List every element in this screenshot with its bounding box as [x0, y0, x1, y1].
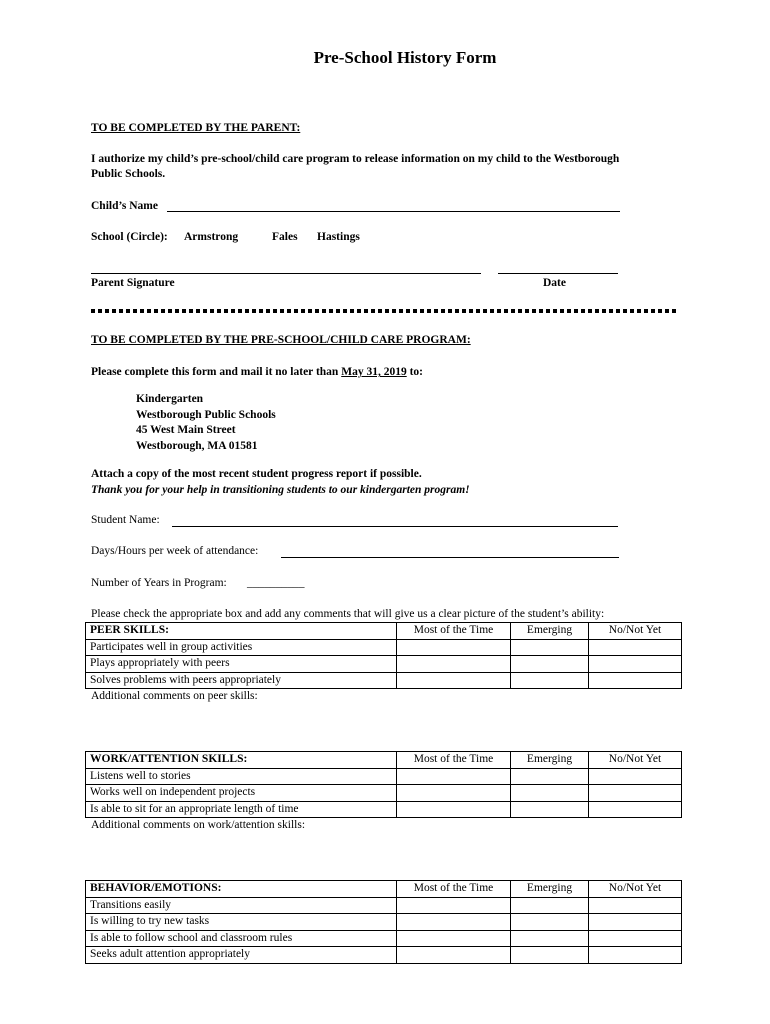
checkbox-cell[interactable] — [511, 897, 589, 914]
table-row — [86, 639, 682, 656]
checkbox-cell[interactable] — [589, 801, 682, 818]
authorize-text-line2: Public Schools. — [91, 168, 166, 180]
checkbox-cell[interactable] — [397, 897, 511, 914]
skill-label: Plays appropriately with peers — [86, 656, 397, 673]
column-header: Emerging — [511, 881, 589, 898]
years-label: Number of Years in Program: — [91, 577, 227, 589]
skill-label: Seeks adult attention appropriately — [86, 947, 397, 964]
column-header: No/Not Yet — [589, 623, 682, 640]
checkbox-cell[interactable] — [589, 930, 682, 947]
skill-label: Works well on independent projects — [86, 785, 397, 802]
skill-label: Is able to sit for an appropriate length of time — [86, 801, 397, 818]
column-header: Emerging — [511, 752, 589, 769]
table-header-row — [86, 752, 682, 769]
checkbox-cell[interactable] — [511, 768, 589, 785]
checkbox-cell[interactable] — [589, 785, 682, 802]
address-line: Kindergarten — [136, 393, 204, 405]
parent-signature-label: Parent Signature — [91, 277, 175, 289]
mail-suffix: to: — [409, 366, 423, 378]
checkbox-cell[interactable] — [589, 768, 682, 785]
checkbox-cell[interactable] — [397, 801, 511, 818]
skill-label: Transitions easily — [86, 897, 397, 914]
table-row — [86, 801, 682, 818]
attach-note: Attach a copy of the most recent student progress report if possible. — [91, 468, 422, 480]
checkbox-cell[interactable] — [397, 656, 511, 673]
table-row — [86, 672, 682, 689]
skill-label: Solves problems with peers appropriately — [86, 672, 397, 689]
parent-section-heading: TO BE COMPLETED BY THE PARENT: — [91, 122, 301, 134]
school-option-armstrong[interactable]: Armstrong — [184, 231, 239, 243]
parent-signature-field[interactable] — [91, 273, 481, 274]
column-header: No/Not Yet — [589, 752, 682, 769]
thanks-note: Thank you for your help in transitioning students to our kindergarten program! — [91, 484, 470, 496]
child-name-field[interactable] — [167, 211, 620, 212]
years-field[interactable]: __________ — [247, 577, 305, 589]
skill-label: Is able to follow school and classroom rules — [86, 930, 397, 947]
checkbox-cell[interactable] — [511, 947, 589, 964]
table-row — [86, 914, 682, 931]
checkbox-cell[interactable] — [511, 914, 589, 931]
student-name-label: Student Name: — [91, 514, 160, 526]
checkbox-cell[interactable] — [397, 930, 511, 947]
checkbox-cell[interactable] — [589, 914, 682, 931]
table-heading: BEHAVIOR/EMOTIONS: — [86, 881, 397, 898]
checkbox-cell[interactable] — [511, 656, 589, 673]
checkbox-cell[interactable] — [397, 785, 511, 802]
student-name-field[interactable] — [172, 526, 618, 527]
peer-comments-label: Additional comments on peer skills: — [91, 690, 258, 702]
table-row — [86, 947, 682, 964]
address-line: Westborough, MA 01581 — [136, 440, 258, 452]
school-option-hastings[interactable]: Hastings — [317, 231, 360, 243]
date-field[interactable] — [498, 273, 618, 274]
check-instructions: Please check the appropriate box and add any comments that will give us a clear picture of the student’s ability: — [91, 608, 605, 620]
child-name-label: Child’s Name — [91, 200, 158, 212]
skill-label: Listens well to stories — [86, 768, 397, 785]
table-row — [86, 785, 682, 802]
checkbox-cell[interactable] — [511, 801, 589, 818]
checkbox-cell[interactable] — [589, 656, 682, 673]
column-header: Emerging — [511, 623, 589, 640]
checkbox-cell[interactable] — [511, 785, 589, 802]
address-line: 45 West Main Street — [136, 424, 236, 436]
table-header-row — [86, 623, 682, 640]
checkbox-cell[interactable] — [397, 768, 511, 785]
column-header: Most of the Time — [397, 881, 511, 898]
checkbox-cell[interactable] — [397, 947, 511, 964]
checkbox-cell[interactable] — [511, 639, 589, 656]
days-hours-field[interactable] — [281, 557, 619, 558]
checkbox-cell[interactable] — [511, 672, 589, 689]
checkbox-cell[interactable] — [397, 914, 511, 931]
checkbox-cell[interactable] — [589, 639, 682, 656]
skill-label: Is willing to try new tasks — [86, 914, 397, 931]
table-row — [86, 897, 682, 914]
table-row — [86, 656, 682, 673]
authorize-text-line1: I authorize my child’s pre-school/child care program to release information on my child to the Westborough — [91, 153, 620, 165]
peer-skills-table — [85, 622, 682, 689]
column-header: No/Not Yet — [589, 881, 682, 898]
work-comments-label: Additional comments on work/attention skills: — [91, 819, 306, 831]
checkbox-cell[interactable] — [589, 947, 682, 964]
table-header-row — [86, 881, 682, 898]
checkbox-cell[interactable] — [589, 897, 682, 914]
checkbox-cell[interactable] — [589, 672, 682, 689]
program-section-heading: TO BE COMPLETED BY THE PRE-SCHOOL/CHILD CARE PROGRAM: — [91, 334, 471, 346]
school-option-fales[interactable]: Fales — [272, 231, 298, 243]
date-label: Date — [543, 277, 566, 289]
column-header: Most of the Time — [397, 752, 511, 769]
table-row — [86, 930, 682, 947]
checkbox-cell[interactable] — [397, 639, 511, 656]
work-skills-table — [85, 751, 682, 818]
deadline-date: May 31, 2019 — [341, 366, 407, 378]
page-title: Pre-School History Form — [313, 48, 497, 67]
address-line: Westborough Public Schools — [136, 409, 276, 421]
skill-label: Participates well in group activities — [86, 639, 397, 656]
table-heading: PEER SKILLS: — [86, 623, 397, 640]
table-heading: WORK/ATTENTION SKILLS: — [86, 752, 397, 769]
checkbox-cell[interactable] — [397, 672, 511, 689]
column-header: Most of the Time — [397, 623, 511, 640]
checkbox-cell[interactable] — [511, 930, 589, 947]
school-label: School (Circle): — [91, 231, 168, 243]
days-hours-label: Days/Hours per week of attendance: — [91, 545, 259, 557]
mail-prefix: Please complete this form and mail it no later than — [91, 366, 339, 378]
section-divider — [91, 309, 679, 313]
mail-instructions — [91, 366, 423, 378]
table-row — [86, 768, 682, 785]
behavior-table — [85, 880, 682, 964]
